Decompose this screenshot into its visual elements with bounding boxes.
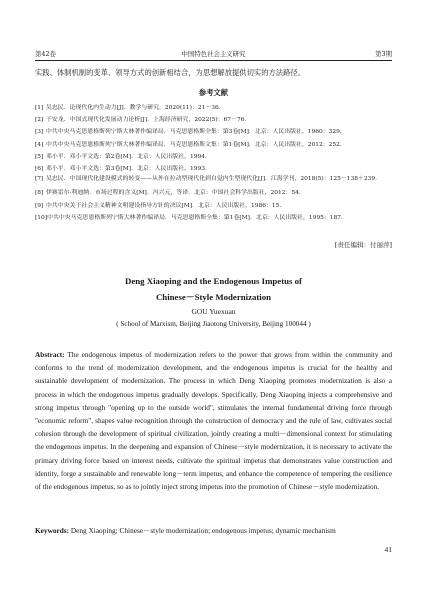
- reference-text: 于安龙．中国式现代化发展动力论析[J]．上海经济研究，2022(5)：67－76.: [46, 117, 247, 124]
- reference-item: [35, 212, 397, 224]
- closing-paragraph: 实践、体制机制的变革、领导方式的创新相结合，为思想解放提供切实的方法路径。: [35, 68, 305, 77]
- reference-text: 吴忠民．论现代化内生动力[J]．教学与研究，2020(11)：21－36.: [46, 105, 221, 111]
- reference-text: 邓小平．邓小平文选：第3卷[M]．北京：人民出版社，1993.: [46, 165, 207, 172]
- header-rule: [35, 60, 392, 61]
- reference-item: [35, 126, 397, 138]
- page-number: 41: [384, 545, 392, 554]
- header-volume: 第42卷: [35, 50, 56, 58]
- reference-item: [35, 163, 397, 175]
- reference-item: [35, 139, 397, 151]
- english-title-line-2: Chinese－Style Modernization: [155, 292, 272, 302]
- reference-text: 吴忠民．中国现代化建设模式的转变——从外在拉动型现代化到自觉内生型现代化[J]．江海学刊，2018(5)：125－138＋239.: [46, 176, 377, 183]
- keywords-text: Deng Xiaoping; Chinese－style modernization; endogenous impetus; dynamic mechanism: [70, 526, 336, 535]
- reference-text: 中共中央马克思恩格斯列宁斯大林著作编译局．马克思恩格斯全集：第3卷[M]．北京：人民出版社，1960：329.: [46, 129, 342, 136]
- reference-text: 中共中央马克思恩格斯列宁斯大林著作编译局．马克思恩格斯全集：第1卷[M]．北京：人民出版社，1995：187.: [47, 214, 343, 221]
- header-journal-title: 中国特色社会主义研究: [181, 50, 246, 58]
- editor-note: [责任编辑：付丽萍]: [334, 241, 392, 249]
- reference-number: [4]: [35, 141, 44, 148]
- reference-text: 邓小平．邓小平文选：第2卷[M]．北京：人民出版社，1994.: [46, 153, 207, 160]
- english-abstract: [35, 348, 392, 493]
- reference-number: [6]: [35, 165, 44, 172]
- reference-text: 伊赛雷尔·利迪纳．市场过程的含义[M]．冯兴元，等译．北京：中国社会科学出版社，2012：54.: [46, 190, 301, 197]
- reference-item: [35, 114, 397, 126]
- author-name: GOU Yuexuan: [191, 307, 236, 316]
- reference-number: [2]: [35, 117, 44, 124]
- header-issue: 第3期: [375, 50, 392, 58]
- author-affiliation: ( School of Marxism, Beijing Jiaotong University, Beijing 100044 ): [116, 320, 311, 328]
- reference-number: [5]: [35, 153, 44, 160]
- keywords: [35, 526, 392, 536]
- references-heading: 参考文献: [198, 88, 229, 97]
- reference-number: [10]: [35, 214, 48, 221]
- reference-number: [7]: [35, 176, 44, 183]
- reference-text: 中共中央马克思恩格斯列宁斯大林著作编译局．马克思恩格斯文集：第1卷[M]．北京：人民出版社，2012：252.: [46, 141, 342, 148]
- abstract-text: The endogenous impetus of modernization refers to the power that grows from within the community and conforms to the trend of modernization development, and the endogenous impetus is crucial for the healthy and sustainable development of modernization. The process in which Deng Xiaoping promotes modernization is also a process in which the endogenous impetus gradually develops. Specifically, Deng Xiaoping injects a comprehensive and strong impetus through "opening up to the outside world", stimulates the internal fundamental driving force through "economic reform", shapes value recognition through the construction of democracy and the rule of law, cultivates social cohesion through the development of spiritual civilization, jointly creating a multi－dimensional context for stimulating the endogenous impetus. In the deepening and expansion of Chinese－style modernization, it is necessary to activate the primary driving force based on interest needs, cultivate the spiritual impetus that demonstrates value construction and identity, forge a sustainable and renewable long－term impetus, and enhance the competence of tempering the resilience of the endogenous impetus, so as to jointly inject strong impetus into the promotion of Chinese－style modernization.: [35, 350, 392, 492]
- reference-item: [35, 151, 397, 163]
- reference-item: [35, 187, 397, 199]
- reference-item: [35, 102, 397, 114]
- reference-text: 中共中央关于社会主义精神文明建设指导方针的决议[M]．北京：人民出版社，1986：15.: [46, 202, 282, 209]
- abstract-label: Abstract:: [35, 350, 65, 359]
- reference-item: [35, 175, 397, 185]
- reference-number: [1]: [35, 105, 44, 111]
- reference-number: [3]: [35, 129, 44, 136]
- references-list: [35, 102, 397, 224]
- reference-item: [35, 200, 397, 212]
- reference-number: [8]: [35, 190, 44, 197]
- english-title-line-1: Deng Xiaoping and the Endogenous Impetus of: [125, 276, 302, 286]
- keywords-label: Keywords:: [35, 526, 70, 535]
- reference-number: [9]: [35, 202, 44, 209]
